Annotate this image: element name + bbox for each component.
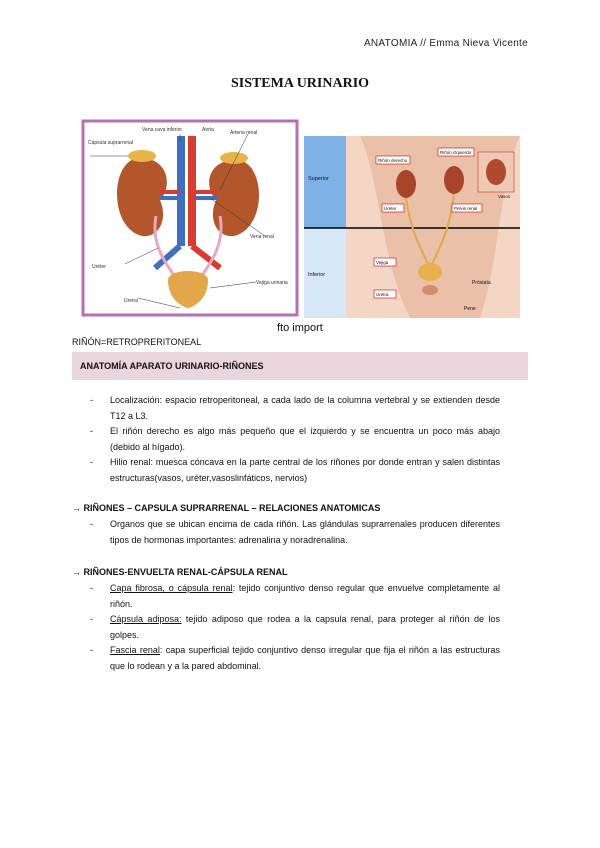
body-urinary-illustration [304,136,520,318]
label-superior: Superior [308,176,329,182]
label-vena-renal: Vena renal [250,234,274,240]
figure-caption: fto import [277,322,323,334]
subheading-envuelta-renal: → RIÑONES-ENVUELTA RENAL-CÁPSULA RENAL [72,567,288,577]
list-item [90,643,500,674]
label-prostata: Próstata [472,280,491,286]
label-vejiga: Vejiga urinaria [256,280,288,286]
label-uretra-right: Uretra [376,292,389,297]
label-rinon-izquierdo: Riñón izquierdo [440,150,472,155]
label-capsula: Cápsula suprarrenal [88,140,134,146]
page-header: ANATOMIA // Emma Nieva Vicente [363,38,528,49]
label-vena-cava: Vena cava inferior [142,127,183,133]
term-fascia-renal: Fascia renal [110,645,160,655]
label-inferior: Inferior [308,272,326,278]
list-item [90,581,500,612]
label-rinon-derecho: Riñón derecho [378,158,408,163]
label-vasos: Vasos [498,194,511,199]
list-item: - Localización: espacio retroperitoneal, a cada lado de la columna vertebral y se extienden desde T12 a L3. [90,393,500,424]
label-ureter: Uréter [92,264,106,270]
list-item [90,612,500,643]
label-pelvis-renal: Pelvis renal [454,206,478,211]
label-ureter-right: Uréter [384,206,397,211]
section3-list [90,581,500,674]
kidney-anatomy-illustration [83,121,297,315]
label-arteria: Arteria renal [230,130,258,136]
section-heading-box [72,352,528,380]
label-uretra: Uretra [124,298,138,304]
list-item: - Hilio renal: muesca cóncava en la parte central de los riñones por donde entran y salen distintas estructuras(vasos, uréter,vasoslinfáticos, nervios) [90,455,500,486]
list-item: - El riñón derecho es algo más pequeño que el izquierdo y se encuentra un poco más abajo (debido al hígado). [90,424,500,455]
label-pene: Pene [464,306,476,312]
subheading-capsula-suprarrenal: → RIÑONES – CAPSULA SUPRARRENAL – RELACIONES ANATOMICAS [72,503,381,513]
section-heading: ANATOMÍA APARATO URINARIO-RIÑONES [80,361,264,371]
section1-list [90,393,500,486]
page-title: SISTEMA URINARIO [230,76,370,91]
section2-list [90,517,500,548]
definition-text: : capa superficial tejido conjuntivo denso irregular que fija el riñón a las estructuras que lo rodean y a la pared abdominal. [110,645,500,671]
retroperitoneal-note: RIÑÓN=RETROPRERITONEAL [72,337,202,347]
term-capsula-adiposa: Cápsula adiposa: [110,614,182,624]
definition-text: tejido adiposo que rodea a la capsula renal, para proteger al riñón de los golpes. [110,614,500,640]
label-aorta: Aorta [202,127,214,133]
list-item: - Organos que se ubican encima de cada riñón. Las glándulas suprarrenales producen diferentes tipos de hormonas importantes: adrenalina y noradrenalina. [90,517,500,548]
definition-text: : tejido conjuntivo denso regular que envuelve completamente al riñón. [110,583,500,609]
label-vejiga-right: Vejiga [376,260,389,265]
term-capa-fibrosa: Capa fibrosa, o cápsula renal [110,583,233,593]
urinary-system-figure [80,118,520,318]
